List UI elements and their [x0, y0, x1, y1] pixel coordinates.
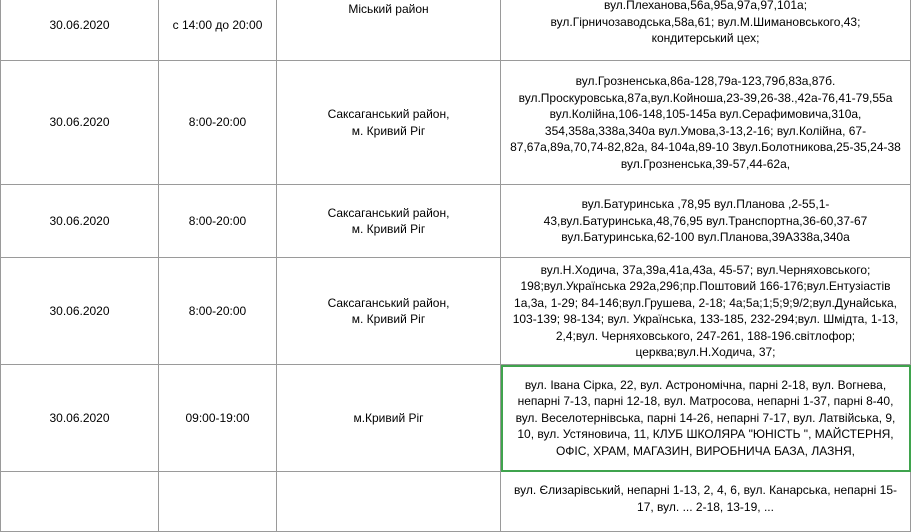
area-line: Саксаганський район,	[327, 205, 450, 220]
address-line: ОФІС, ХРАМ, МАГАЗИН, ВИРОБНИЧА БАЗА, ЛАЗНЯ,	[555, 443, 856, 458]
address-line: 43,вул.Батуринська,48,76,95 вул.Транспортна,36-60,37-67	[543, 213, 868, 228]
table-row	[1, 0, 911, 61]
date-text: 30.06.2020	[49, 213, 110, 228]
area-cell[interactable]	[277, 365, 501, 472]
date-cell[interactable]	[1, 0, 159, 61]
area-cell[interactable]	[277, 258, 501, 365]
address-cell-selected[interactable]	[501, 365, 911, 472]
address-line: 354,358а,338а,340а вул.Умова,3-13,2-16; вул.Колійна, 67-	[544, 123, 867, 138]
date-text: 30.06.2020	[49, 410, 110, 425]
address-line: 1а,3а, 1-29; 84-146;вул.Грушева, 2-18; 4а;5а;1;5;9;9/2;вул.Дунайська,	[514, 295, 897, 310]
address-line: вул.Плеханова,56а,95а,97а,97,101а;	[603, 0, 808, 12]
time-text: 09:00-19:00	[185, 410, 250, 425]
address-line: вул.Проскуровська,87а,вул.Койноша,23-39,26-38.,42а-76,41-79,55а	[518, 90, 893, 105]
time-cell[interactable]	[159, 472, 277, 532]
area-cell[interactable]	[277, 0, 501, 61]
area-line: Саксаганський район,	[327, 107, 450, 121]
address-line: вул. Івана Сірка, 22, вул. Астрономічна, парні 2-18, вул. Вогнева,	[524, 377, 887, 392]
time-cell[interactable]	[159, 258, 277, 365]
address-line: 2,4;вул. Черняховського, 247-261, 188-196.світлофор;	[555, 328, 856, 343]
address-line: вул.Грозненська,39-57,44-62а,	[620, 156, 791, 171]
address-line: церква;вул.Н.Ходича, 37;	[635, 345, 776, 359]
address-line: 17, вул. ... 2-18, 13-19, ...	[637, 499, 774, 514]
address-line: вул.Батуринська,62-100 вул.Планова,39А338а,340а	[561, 230, 850, 245]
area-cell[interactable]	[277, 472, 501, 532]
area-line: м. Кривий Ріг	[351, 123, 426, 138]
address-cell[interactable]	[501, 61, 911, 185]
date-text: 30.06.2020	[49, 303, 110, 318]
address-line: вул. Єлизарівський, непарні 1-13, 2, 4, 6, вул. Канарська, непарні 15-	[513, 483, 898, 497]
address-cell[interactable]	[501, 258, 911, 365]
time-cell[interactable]	[159, 365, 277, 472]
address-cell[interactable]	[501, 185, 911, 258]
area-line: Міський район	[348, 1, 429, 16]
time-cell[interactable]	[159, 185, 277, 258]
address-line: 103-139; 98-134; вул. Українська, 133-185, 232-294;вул. Шмідта, 1-13,	[512, 312, 899, 326]
area-line: м.Кривий Ріг	[353, 410, 424, 425]
area-line: Саксаганський район,	[327, 295, 450, 310]
area-cell[interactable]	[277, 61, 501, 185]
address-line: вул.Гірничозаводська,58а,61; вул.М.Шимановського,43;	[550, 14, 861, 29]
date-cell[interactable]	[1, 61, 159, 185]
address-line: 198;вул.Українська 292а,296;пр.Поштовий 166-176;вул.Ентузіастів	[520, 279, 891, 293]
table-row	[1, 61, 911, 185]
area-cell[interactable]	[277, 185, 501, 258]
date-text: 30.06.2020	[49, 115, 110, 130]
time-text: 8:00-20:00	[188, 115, 247, 130]
address-line: вул.Н.Ходича, 37а,39а,41а,43а, 45-57; вул.Черняховського;	[540, 262, 871, 277]
address-line: вул.Батуринська ,78,95 вул.Планова ,2-55,1-	[581, 197, 830, 212]
time-text: с 14:00 до 20:00	[172, 18, 263, 33]
area-line: м. Кривий Ріг	[351, 222, 426, 236]
date-cell[interactable]	[1, 185, 159, 258]
table-row	[1, 258, 911, 365]
area-line: м. Кривий Ріг	[351, 312, 426, 326]
address-line: вул.Грозненська,86а-128,79а-123,79б,83а,87б.	[575, 74, 836, 88]
table-row	[1, 472, 911, 532]
address-line: 87,67а,89а,70,74-82,82а, 84-104а,89-10 3вул.Болотникова,25-35,24-38	[510, 140, 901, 154]
time-cell[interactable]	[159, 61, 277, 185]
date-cell[interactable]	[1, 472, 159, 532]
date-cell[interactable]	[1, 258, 159, 365]
address-cell[interactable]	[501, 0, 911, 61]
date-text: 30.06.2020	[49, 18, 110, 33]
table-row	[1, 365, 911, 472]
address-line: 10, вул. Устяновича, 11, КЛУБ ШКОЛЯРА "ЮНІСТЬ ", МАЙСТЕРНЯ,	[517, 427, 894, 442]
table-row	[1, 185, 911, 258]
address-line: кондитерський цех;	[651, 31, 760, 45]
time-text: 8:00-20:00	[188, 303, 247, 318]
time-cell[interactable]	[159, 0, 277, 61]
address-cell[interactable]	[501, 472, 911, 532]
date-cell[interactable]	[1, 365, 159, 472]
time-text: 8:00-20:00	[188, 213, 247, 228]
address-line: непарні 7-13, парні 12-18, вул. Матросова, непарні 1-37, парні 8-40,	[517, 394, 894, 409]
address-line: вул.Колійна,106-148,105-145а вул.Серафимовича,310а,	[549, 107, 862, 121]
address-line: вул. Веселотернівська, парні 14-26, непарні 7-17, вул. Латвійська, 9,	[515, 410, 896, 425]
